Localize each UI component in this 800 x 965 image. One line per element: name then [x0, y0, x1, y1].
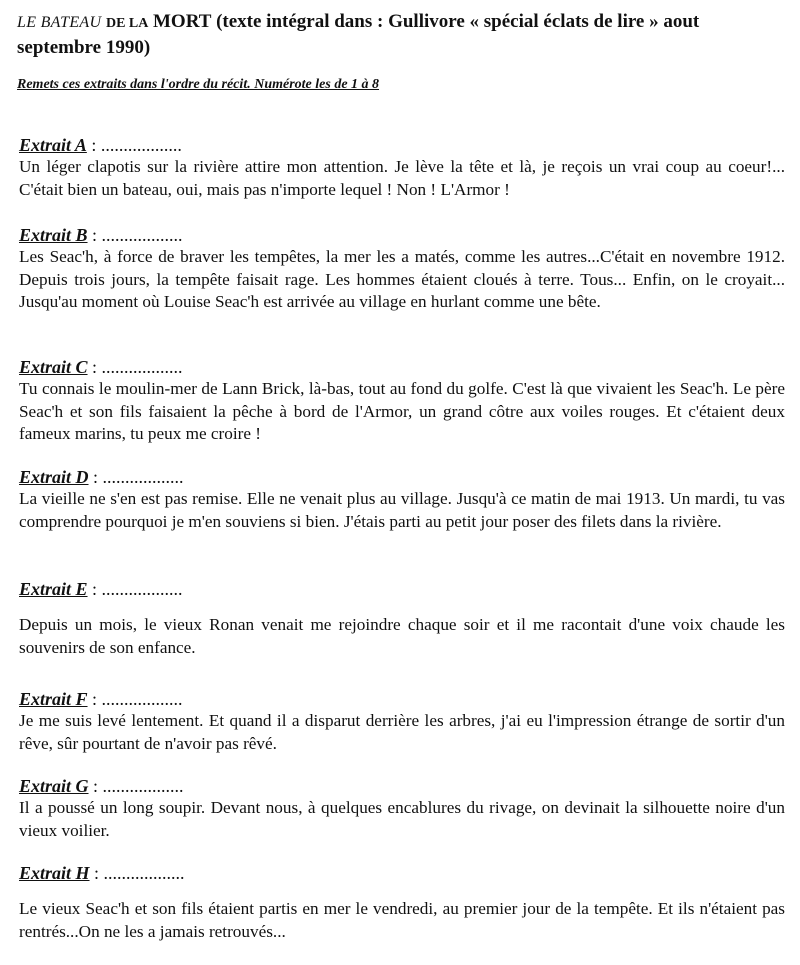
number-blank[interactable]: : .................. — [86, 135, 182, 155]
extract-e — [19, 578, 785, 659]
extract-heading — [19, 466, 785, 488]
extract-heading — [19, 688, 785, 710]
extract-text: Je me suis levé lentement. Et quand il a disparut derrière les arbres, j'ai eu l'impression étrange de sortir d'un rêve, sûr pourtant de n'avoir pas rêvé. — [19, 711, 785, 753]
extract-heading — [19, 224, 785, 246]
number-blank[interactable]: : .................. — [89, 863, 185, 883]
extract-heading — [19, 356, 785, 378]
extract-label: Extrait H — [19, 863, 90, 883]
extract-text: Le vieux Seac'h et son fils étaient partis en mer le vendredi, au premier jour de la tempête. Et ils n'étaient pas rentrés...On ne les a jamais retrouvés... — [19, 899, 785, 941]
title-part3: MORT — [152, 11, 212, 32]
extract-text: Il a poussé un long soupir. Devant nous, à quelques encablures du rivage, on devinait la silhouette noire d'un vieux voilier. — [19, 798, 785, 840]
instruction: Remets ces extraits dans l'ordre du récit. Numérote les de 1 à 8 — [17, 77, 380, 92]
number-blank[interactable]: : .................. — [88, 776, 184, 796]
extract-heading — [19, 134, 785, 156]
extract-label: Extrait D — [19, 467, 89, 487]
document-title — [17, 10, 787, 60]
extract-label: Extrait B — [19, 225, 88, 245]
extract-label: Extrait E — [19, 579, 88, 599]
extract-text: Depuis un mois, le vieux Ronan venait me rejoindre chaque soir et il me racontait d'une voix chaude les souvenirs de son enfance. — [19, 615, 785, 657]
extract-text: La vieille ne s'en est pas remise. Elle ne venait plus au village. Jusqu'à ce matin de mai 1913. Un mardi, tu vas comprendre pourquoi je m'en souviens si bien. J'étais parti au petit jour poser des filets dans la rivière. — [19, 489, 785, 531]
title-part2: DE LA — [105, 16, 149, 31]
number-blank[interactable]: : .................. — [87, 579, 183, 599]
extract-text: Tu connais le moulin-mer de Lann Brick, là-bas, tout au fond du golfe. C'est là que vivaient les Seac'h. Le père Seac'h et son fils faisaient la pêche à bord de l'Armor, un grand côtre aux voiles rouges. Et c'étaient deux fameux marins, tu peux me croire ! — [19, 379, 785, 443]
extract-d — [19, 466, 785, 533]
extract-text: Les Seac'h, à force de braver les tempêtes, la mer les a matés, comme les autres...C'était en novembre 1912. Depuis trois jours, la tempête faisait rage. Les hommes étaient cloués à terre. Tous... Enfin, on le croyait... Jusqu'au moment où Louise Seac'h est arrivée au village en hurlant comme une bête. — [19, 247, 785, 311]
extract-heading — [19, 775, 785, 797]
extract-f — [19, 688, 785, 755]
extract-label: Extrait F — [19, 689, 88, 709]
extract-a — [19, 134, 785, 201]
extract-g — [19, 775, 785, 842]
extract-h — [19, 862, 785, 943]
extract-label: Extrait G — [19, 776, 89, 796]
number-blank[interactable]: : .................. — [87, 689, 183, 709]
extract-text: Un léger clapotis sur la rivière attire mon attention. Je lève la tête et là, je reçois un vrai coup au coeur!... C'était bien un bateau, oui, mais pas n'importe lequel ! Non ! L'Armor ! — [19, 157, 785, 199]
extract-b — [19, 224, 785, 314]
title-source: (texte intégral dans : Gullivore « spécial éclats de lire » aout septembre 1990) — [17, 11, 700, 58]
number-blank[interactable]: : .................. — [88, 467, 184, 487]
extract-label: Extrait A — [19, 135, 87, 155]
extract-heading — [19, 862, 785, 884]
extract-label: Extrait C — [19, 357, 88, 377]
extract-c — [19, 356, 785, 446]
title-part1: LE BATEAU — [17, 14, 102, 31]
number-blank[interactable]: : .................. — [87, 357, 183, 377]
number-blank[interactable]: : .................. — [87, 225, 183, 245]
extract-heading — [19, 578, 785, 600]
